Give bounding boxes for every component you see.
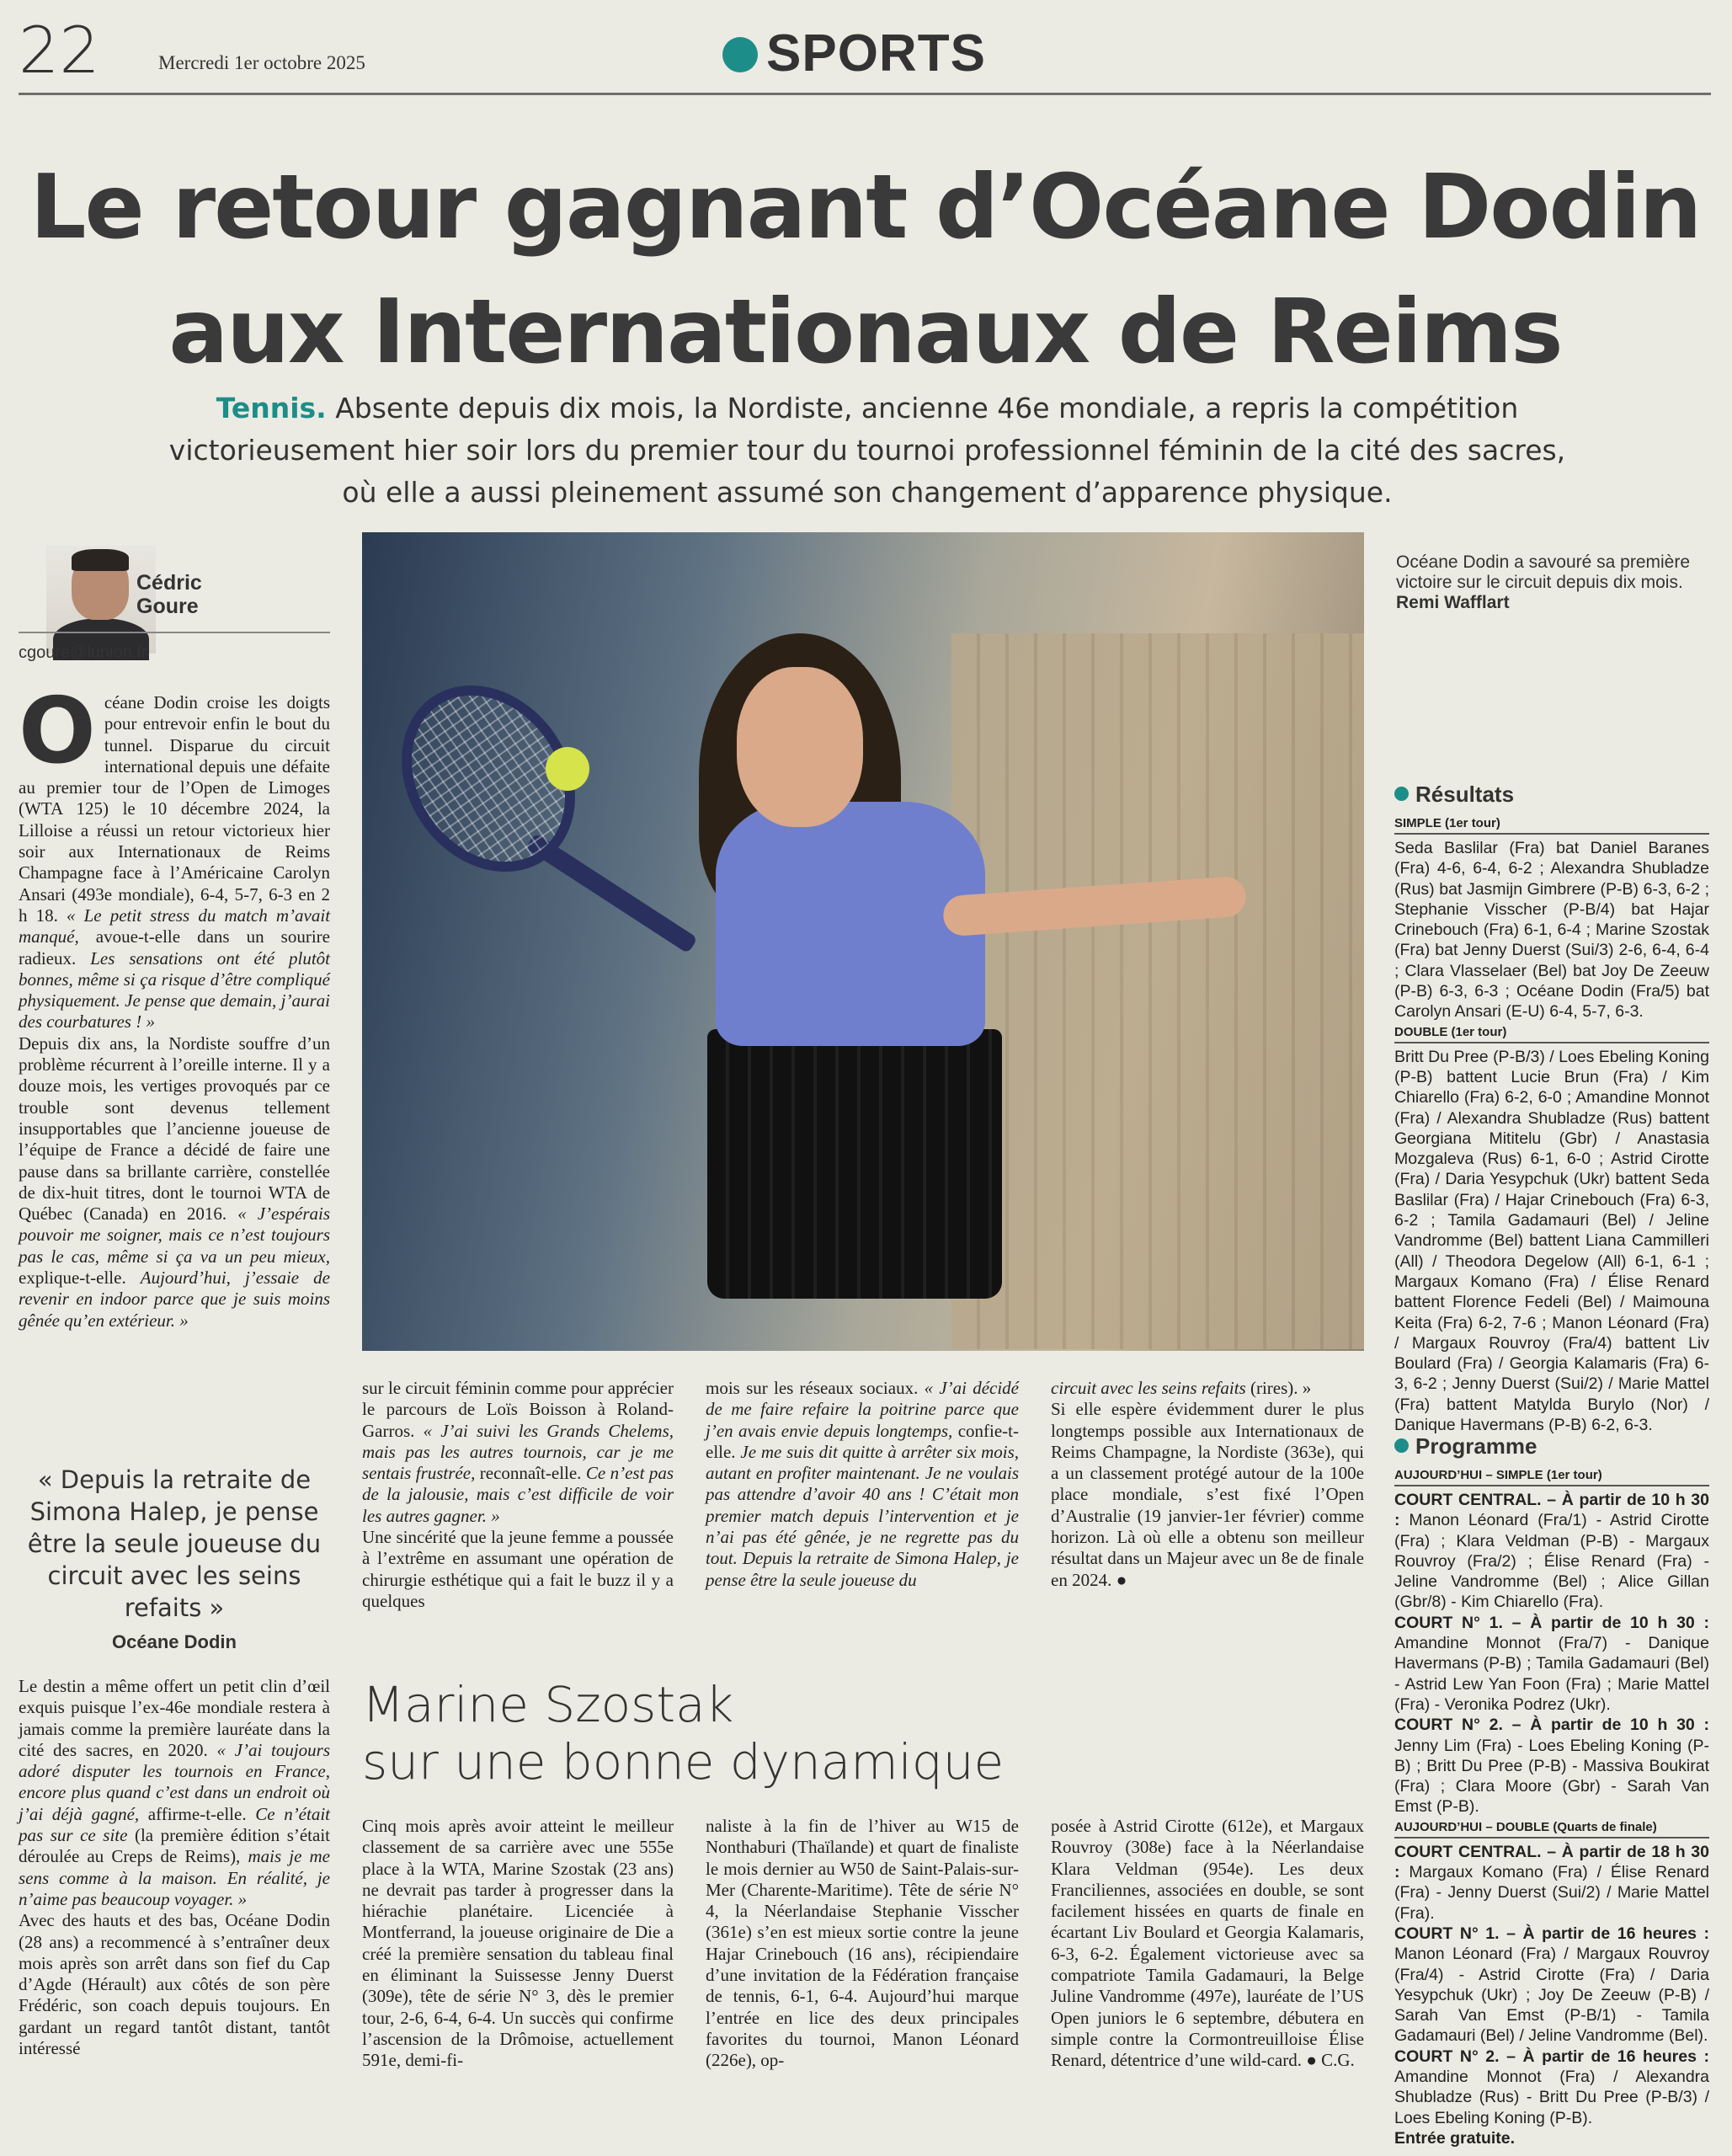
article-lead — [160, 387, 1575, 514]
lead-text: Absente depuis dix mois, la Nordiste, ancienne 46e mondiale, a repris la compétition victorieusement hier soir lors du premier tour du tournoi professionnel féminin de la cité des sacres, où elle a aussi pleinement assumé son changement d’apparence physique. — [168, 392, 1566, 509]
sub-paragraph: posée à Astrid Cirotte (612e), et Margaux Rouvroy (308e) face à la Néerlandaise Klara Veldman (954e). Les deux Franciliennes, associées en double, se sont facilement hissées en quarts de finale en écartant Liv Boulard et Georgia Kalamaris, 6-3, 6-2. Également victorieuse avec sa compatriote Tamila Gadamauri, la Belge Juline Vandromme (497e), lauréate de l’US Open juniors le 6 septembre, débutera en simple contre la Cormontreuilloise Élise Renard, détentrice d’une wild-card. ● C.G. — [1051, 1816, 1364, 2071]
col4-text: (rires). » — [1250, 1378, 1312, 1398]
col3-paragraph: mois sur les réseaux sociaux. — [706, 1378, 919, 1398]
sub-headline-line-2: sur une bonne dynamique — [362, 1733, 1005, 1790]
results-heading — [1394, 782, 1514, 808]
quote: Aujourd’hui, j’essaie de revenir en indoor parce que je suis moins gênée qu’en extérieur. » — [19, 1267, 330, 1331]
author-email: cgoure@lunion.fr — [19, 643, 147, 662]
col2-paragraph: Une sincérité que la jeune femme a poussée à l’extrême en assumant une opération de chirurgie esthétique qui a fait le buzz il y a quelques — [362, 1527, 674, 1611]
court-matches: Manon Léonard (Fra) / Margaux Rouvroy (Fra/4) - Astrid Cirotte (Fra) / Daria Yesypchuk (Ukr) ; Joy De Zeeuw (P-B) / Sarah Van Emst (P-B/1) - Tamila Gadamauri (Bel) / Jeline Vandromme (Bel). — [1394, 1945, 1709, 2046]
quote: « J’ai suivi les Grands Chelems, mais pas les autres tournois, car je me sentais frustrée, — [362, 1420, 674, 1484]
sub-paragraph: naliste à la fin de l’hiver au W15 de Nonthaburi (Thaïlande) et quart de finaliste le mois dernier au W50 de Saint-Palais-sur-Mer (Charente-Maritime). Tête de série N° 4, la Néerlandaise Stephanie Visscher (361e) s’en est mieux sortie contre la jeune Hajar Crinebouch (16 ans), récipiendaire d’une invitation de la Fédération française de tennis, 6-1, 6-4. Aujourd’hui marque l’entrée en lice des deux principales favorites du tournoi, Manon Léonard (226e), op- — [706, 1816, 1019, 2071]
col2-paragraph: sur le circuit féminin comme pour apprécier le parcours de Loïs Boisson à Roland-Garros. — [362, 1378, 674, 1441]
photo-caption — [1396, 552, 1699, 613]
sub-paragraph: Cinq mois après avoir atteint le meilleur classement de sa carrière avec une 555e place à la WTA, Marine Szostak (23 ans) ne devrait pas tarder à progresser dans la hiérachie planétaire. Licenciée à Montferrand, la joueuse originaire de Die a créé la première sensation du tableau final en éliminant la Suissesse Jenny Duerst (309e), tête de série N° 3, dès le premier tour, 2-6, 6-4, 6-4. Un succès qui confirme l’ascension de la Drômoise, actuellement 591e, demi-fi- — [362, 1816, 674, 2071]
quote: circuit avec les seins refaits — [1051, 1378, 1246, 1398]
quote: Ce n’est pas de la jalousie, mais c’est difficile de voir les autres gagner. » — [362, 1463, 674, 1526]
programme-bullet-icon — [1394, 1438, 1409, 1453]
quote: « J’espérais pouvoir me soigner, mais ce n’est toujours pas le cas, même si ça va un peu mieux, — [19, 1203, 331, 1267]
section-bullet-icon — [722, 37, 758, 72]
programme-heading — [1394, 1433, 1537, 1460]
col4-paragraph: Si elle espère évidemment durer le plus longtemps possible aux Internationaux de Reims Champagne, la Nordiste (363e), qui a un classement protégé autour de la 100e place mondiale, s’est fixé l’Open d’Australie (19 janvier-1er février) comme horizon. Là où elle a obtenu son meilleur résultat dans un Majeur avec un 8e de finale en 2024. ● — [1051, 1399, 1364, 1590]
headline-line-1: Le retour gagnant d’Océane Dodin — [29, 156, 1701, 259]
court-heading: COURT N° 2. – À partir de 16 heures : — [1394, 2047, 1709, 2066]
quote: mais je me sens comme à la maison. En réalité, je n’aime pas beaucoup voyager. » — [19, 1846, 330, 1909]
drop-cap: O — [19, 679, 96, 784]
court-matches: Amandine Monnot (Fra/7) - Danique Havermans (P-B) ; Tamila Gadamauri (Bel) - Astrid Lew Yan Foon (Fra) ; Marie Mattel (Fra) - Veronika Podrez (Ukr). — [1394, 1634, 1709, 1714]
court-heading: COURT N° 2. – À partir de 10 h 30 : — [1394, 1716, 1709, 1735]
col1-paragraph: céane Dodin croise les doigts pour entrevoir enfin le bout du tunnel. Disparue du circuit international depuis une défaite au premier tour de l’Open de Limoges (WTA 125) le 10 décembre 2024, la Lilloise a réussi un retour victorieux hier soir aux Internationaux de Reims Champagne face à l’Américaine Carolyn Ansari (493e mondiale), 6-4, 5-7, 6-3 en 2 h 18. — [19, 692, 330, 926]
article-column-3 — [706, 1378, 1019, 1639]
court-heading: COURT N° 1. – À partir de 16 heures : — [1394, 1924, 1709, 1943]
header-rule — [19, 93, 1711, 95]
article-column-2 — [362, 1378, 674, 1639]
sub-article-column-3 — [1051, 1816, 1364, 2148]
programme-footer: Entrée gratuite. — [1394, 2128, 1516, 2148]
court-matches: Jenny Lim (Fra) - Loes Ebeling Koning (P-B) ; Britt Du Pree (P-B) - Massiva Boukirat (Fra) ; Clara Moore (Gbr) - Sarah Van Emst (P-B). — [1394, 1736, 1709, 1817]
quote: « J’ai décidé de me faire refaire la poitrine parce que j’en avais envie depuis longtemps, — [706, 1378, 1020, 1441]
programme-box — [1394, 1465, 1709, 2149]
col2-text: reconnaît-elle. — [479, 1463, 582, 1484]
court-matches: Manon Léonard (Fra/1) - Astrid Cirotte (Fra) ; Klara Veldman (P-B) - Margaux Rouvroy (Fra/2) ; Élise Renard (Fra) - Jeline Vandromme (Bel) ; Alice Gillan (Gbr/8) - Kim Chiarello (Fra). — [1394, 1511, 1709, 1612]
programme-title: Programme — [1415, 1433, 1537, 1459]
results-double-label: DOUBLE (1er tour) — [1394, 1024, 1709, 1043]
quote: Ce n’était pas sur ce site — [19, 1803, 331, 1846]
section-title: SPORTS — [766, 24, 986, 83]
caption-text: Océane Dodin a savouré sa première victoire sur le circuit depuis dix mois. — [1396, 552, 1691, 592]
author-first-name: Cédric — [136, 571, 202, 595]
article-photo — [362, 532, 1364, 1351]
quote: « J’ai toujours adoré disputer les tournois en France, encore plus quand c’est dans un endroit où j’ai déjà gagné, — [19, 1739, 330, 1824]
col3-text: confie-t-elle. — [706, 1420, 1019, 1462]
col1-paragraph: Avec des hauts et des bas, Océane Dodin (28 ans) a recommencé à s’entraîner deux mois après son arrêt dans son fief du Cap d’Agde (Hérault) aux côtés de son père Frédéric, son coach depuis toujours. En gardant un regard tantôt distant, tantôt intéressé — [19, 1910, 330, 2059]
lead-label: Tennis. — [216, 392, 327, 424]
article-headline — [25, 145, 1705, 394]
court-matches: Amandine Monnot (Fra) / Alexandra Shubladze (Rus) - Britt Du Pree (P-B/3) / Loes Ebeling Koning (P-B). — [1394, 2068, 1709, 2127]
article-column-1 — [19, 679, 331, 1450]
sub-article-column-1 — [362, 1816, 674, 2148]
quote: « Le petit stress du match m’avait manqué, — [19, 905, 331, 947]
headline-line-2: aux Internationaux de Reims — [168, 280, 1562, 383]
article-column-1-continued — [19, 1676, 330, 2148]
results-bullet-icon — [1394, 787, 1409, 801]
page-number: 22 — [19, 13, 100, 88]
results-simple-text: Seda Baslilar (Fra) bat Daniel Baranes (Fra) 4-6, 6-4, 6-2 ; Alexandra Shubladze (Rus) bat Jasmijn Gimbrere (P-B) 6-3, 6-2 ; Stephanie Visscher (P-B/4) bat Hajar Crinebouch (Fra) 6-1, 6-4 ; Marine Szostak (Fra) bat Jenny Duerst (Sui/3) 2-6, 6-4, 6-4 ; Clara Vlasselaer (Bel) bat Joy De Zeeuw (P-B) 6-3, 6-3 ; Océane Dodin (Fra/5) bat Carolyn Ansari (E-U) 6-4, 5-7, 6-3. — [1394, 839, 1709, 1022]
programme-double-label: AUJOURD’HUI – DOUBLE (Quarts de finale) — [1394, 1819, 1709, 1838]
col1-text: explique-t-elle. — [19, 1267, 126, 1289]
col1-text: affirme-t-elle. — [147, 1803, 247, 1824]
author-last-name: Goure — [136, 595, 199, 618]
pull-quote-author: Océane Dodin — [112, 1631, 237, 1652]
results-box — [1394, 814, 1709, 1435]
court-matches: Margaux Komano (Fra) / Élise Renard (Fra) - Jenny Duerst (Sui/2) / Marie Mattel (Fra). — [1394, 1863, 1709, 1923]
quote: Les sensations ont été plutôt bonnes, même si ça risque d’être compliqué physiquement. Je pense que demain, j’aurai des courbatures ! » — [19, 947, 330, 1033]
sub-headline-line-1: Marine Szostak — [362, 1676, 734, 1733]
results-simple-label: SIMPLE (1er tour) — [1394, 815, 1709, 835]
byline-rule — [19, 632, 330, 633]
results-title: Résultats — [1415, 782, 1515, 807]
pull-quote: « Depuis la retraite de Simona Halep, je pense être la seule joueuse du circuit avec les seins refaits » — [27, 1465, 322, 1622]
court-heading: COURT CENTRAL. – À partir de 18 h 30 : — [1394, 1842, 1709, 1882]
sub-article-headline — [362, 1676, 1019, 1790]
article-column-4 — [1051, 1378, 1364, 1639]
photo-credit: Remi Wafflart — [1396, 593, 1510, 612]
court-heading: COURT N° 1. – À partir de 10 h 30 : — [1394, 1613, 1709, 1632]
author-name — [136, 571, 202, 618]
col1-paragraph: Depuis dix ans, la Nordiste souffre d’un problème récurrent à l’oreille interne. Il y a douze mois, les vertiges provoqués par ce trouble sont devenus tellement insupportables que l’ancienne joueuse de l’équipe de France a décidé de faire une pause dans sa brillante carrière, constellée de dix-huit titres, dont le tournoi WTA de Québec (Canada) en 2016. — [19, 1033, 330, 1225]
results-double-text: Britt Du Pree (P-B/3) / Loes Ebeling Koning (P-B) battent Lucie Brun (Fra) / Kim Chiarello (Fra) 6-2, 6-0 ; Amandine Monnot (Fra) / Alexandra Shubladze (Rus) battent Georgiana Mititelu (Gbr) / Anastasia Mozgaleva (Rus) 6-1, 6-0 ; Astrid Cirotte (Fra) / Daria Yesypchuk (Ukr) battent Seda Baslilar (Fra) / Hajar Crinebouch (Fra) 6-3, 6-2 ; Tamila Gadamauri (Bel) / Jeline Vandromme (Bel) battent Liana Cammilleri (All) / Theodora Degelow (All) 6-1, 6-1 ; Margaux Komano (Fra) / Élise Renard battent Florence Fedeli (Bel) / Maimouna Keita (Fra) 6-2, 7-6 ; Manon Léonard (Fra) / Margaux Rouvroy (Fra/4) battent Liv Boulard (Fra) / Georgia Kalamaris (Fra) 6-3, 6-2 ; Jenny Duerst (Sui/2) / Marie Mattel (Fra) battent Matylda Burylo (Nor) / Danique Havermans (P-B) 6-2, 6-3. — [1394, 1047, 1709, 1435]
issue-date: Mercredi 1er octobre 2025 — [158, 52, 365, 73]
col1-text: (la première édition s’était déroulée au Creps de Reims), — [19, 1825, 330, 1867]
court-heading: COURT CENTRAL. – À partir de 10 h 30 : — [1394, 1491, 1709, 1530]
programme-simple-label: AUJOURD’HUI – SIMPLE (1er tour) — [1394, 1467, 1709, 1486]
col1-text: avoue-t-elle dans un sourire radieux. — [19, 926, 330, 969]
tennis-ball-icon — [546, 747, 589, 791]
quote: Je me suis dit quitte à arrêter six mois, autant en profiter maintenant. Je ne voulais pas attendre d’avoir 40 ans ! C’était mon premier match depuis l’intervention et je n’ai pas été gênée, je ne regrette pas du tout. Depuis la retraite de Simona Halep, je pense être la seule joueuse du — [706, 1441, 1020, 1590]
col1-paragraph: Le destin a même offert un petit clin d’œil exquis puisque l’ex-46e mondiale restera à jamais comme la première lauréate dans la cité des sacres, en 2020. — [19, 1676, 330, 1760]
sub-article-column-2 — [706, 1816, 1019, 2148]
